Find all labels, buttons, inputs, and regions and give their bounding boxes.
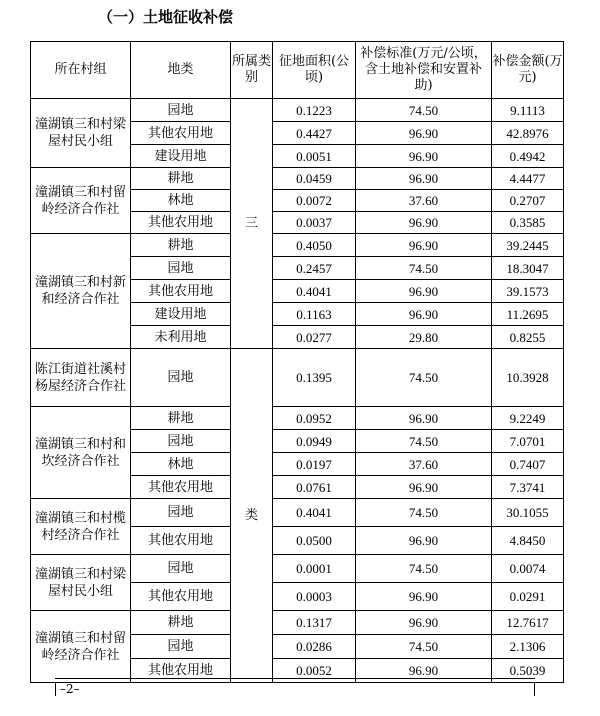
area-cell: 0.1317 bbox=[273, 611, 356, 635]
land-type-cell: 园地 bbox=[131, 555, 231, 583]
footer-rule bbox=[55, 678, 535, 679]
amount-cell: 11.2695 bbox=[492, 303, 564, 326]
land-type-cell: 建设用地 bbox=[131, 145, 231, 168]
village-cell: 潼湖镇三和村榄村经济合作社 bbox=[31, 499, 131, 555]
amount-cell: 0.3585 bbox=[492, 212, 564, 234]
amount-cell: 0.7407 bbox=[492, 453, 564, 476]
land-type-cell: 园地 bbox=[131, 99, 231, 122]
standard-cell: 74.50 bbox=[356, 635, 492, 659]
table-row bbox=[31, 611, 564, 635]
land-type-cell: 林地 bbox=[131, 190, 231, 212]
amount-cell: 0.0291 bbox=[492, 583, 564, 611]
standard-cell: 74.50 bbox=[356, 430, 492, 453]
area-cell: 0.0286 bbox=[273, 635, 356, 659]
area-cell: 0.0761 bbox=[273, 476, 356, 499]
standard-cell: 37.60 bbox=[356, 190, 492, 212]
area-cell: 0.4050 bbox=[273, 234, 356, 257]
amount-cell: 39.1573 bbox=[492, 280, 564, 303]
amount-cell: 0.2707 bbox=[492, 190, 564, 212]
amount-cell: 0.0074 bbox=[492, 555, 564, 583]
standard-cell: 96.90 bbox=[356, 527, 492, 555]
standard-cell: 96.90 bbox=[356, 122, 492, 145]
amount-cell: 9.2249 bbox=[492, 407, 564, 430]
land-type-cell: 林地 bbox=[131, 453, 231, 476]
amount-cell: 7.3741 bbox=[492, 476, 564, 499]
village-cell: 潼湖镇三和村留岭经济合作社 bbox=[31, 168, 131, 234]
standard-cell: 96.90 bbox=[356, 212, 492, 234]
land-type-cell: 园地 bbox=[131, 430, 231, 453]
page-number: –2– bbox=[60, 682, 80, 696]
table-row bbox=[31, 407, 564, 430]
standard-cell: 96.90 bbox=[356, 168, 492, 190]
standard-cell: 74.50 bbox=[356, 499, 492, 527]
standard-cell: 96.90 bbox=[356, 611, 492, 635]
area-cell: 0.0500 bbox=[273, 527, 356, 555]
table-row bbox=[31, 168, 564, 190]
header-area: 征地面积(公顷) bbox=[273, 42, 356, 99]
area-cell: 0.0952 bbox=[273, 407, 356, 430]
standard-cell: 96.90 bbox=[356, 280, 492, 303]
area-cell: 0.0459 bbox=[273, 168, 356, 190]
standard-cell: 74.50 bbox=[356, 257, 492, 280]
area-cell: 0.2457 bbox=[273, 257, 356, 280]
amount-cell: 18.3047 bbox=[492, 257, 564, 280]
amount-cell: 4.4477 bbox=[492, 168, 564, 190]
compensation-table bbox=[30, 41, 564, 683]
area-cell: 0.0949 bbox=[273, 430, 356, 453]
standard-cell: 74.50 bbox=[356, 555, 492, 583]
area-cell: 0.4427 bbox=[273, 122, 356, 145]
header-category: 所属类别 bbox=[231, 42, 273, 99]
standard-cell: 96.90 bbox=[356, 583, 492, 611]
land-type-cell: 其他农用地 bbox=[131, 583, 231, 611]
land-type-cell: 其他农用地 bbox=[131, 122, 231, 145]
standard-cell: 96.90 bbox=[356, 407, 492, 430]
amount-cell: 2.1306 bbox=[492, 635, 564, 659]
land-type-cell: 耕地 bbox=[131, 168, 231, 190]
land-type-cell: 其他农用地 bbox=[131, 659, 231, 683]
land-type-cell: 耕地 bbox=[131, 234, 231, 257]
category-cell: 类 bbox=[231, 349, 273, 683]
land-type-cell: 未利用地 bbox=[131, 326, 231, 349]
amount-cell: 9.1113 bbox=[492, 99, 564, 122]
village-cell: 潼湖镇三和村梁屋村民小组 bbox=[31, 99, 131, 168]
standard-cell: 96.90 bbox=[356, 234, 492, 257]
amount-cell: 42.8976 bbox=[492, 122, 564, 145]
table-row bbox=[31, 349, 564, 407]
land-type-cell: 其他农用地 bbox=[131, 280, 231, 303]
header-row bbox=[31, 42, 564, 99]
land-type-cell: 园地 bbox=[131, 499, 231, 527]
amount-cell: 0.5039 bbox=[492, 659, 564, 683]
area-cell: 0.0052 bbox=[273, 659, 356, 683]
village-cell: 潼湖镇三和村留岭经济合作社 bbox=[31, 611, 131, 683]
land-type-cell: 其他农用地 bbox=[131, 212, 231, 234]
amount-cell: 0.8255 bbox=[492, 326, 564, 349]
area-cell: 0.0037 bbox=[273, 212, 356, 234]
header-standard: 补偿标准(万元/公顷，含土地补偿和安置补助) bbox=[356, 42, 492, 99]
header-village: 所在村组 bbox=[31, 42, 131, 99]
amount-cell: 0.4942 bbox=[492, 145, 564, 168]
table-row bbox=[31, 499, 564, 527]
standard-cell: 96.90 bbox=[356, 145, 492, 168]
category-cell: 三 bbox=[231, 99, 273, 349]
standard-cell: 74.50 bbox=[356, 349, 492, 407]
amount-cell: 30.1055 bbox=[492, 499, 564, 527]
area-cell: 0.4041 bbox=[273, 280, 356, 303]
footer-corner-right bbox=[534, 682, 535, 696]
area-cell: 0.0001 bbox=[273, 555, 356, 583]
land-type-cell: 其他农用地 bbox=[131, 527, 231, 555]
standard-cell: 96.90 bbox=[356, 476, 492, 499]
area-cell: 0.0003 bbox=[273, 583, 356, 611]
section-heading: （一）土地征收补偿 bbox=[98, 8, 234, 26]
area-cell: 0.1395 bbox=[273, 349, 356, 407]
area-cell: 0.1223 bbox=[273, 99, 356, 122]
header-land-type: 地类 bbox=[131, 42, 231, 99]
amount-cell: 4.8450 bbox=[492, 527, 564, 555]
area-cell: 0.1163 bbox=[273, 303, 356, 326]
village-cell: 潼湖镇三和村梁屋村民小组 bbox=[31, 555, 131, 611]
standard-cell: 37.60 bbox=[356, 453, 492, 476]
village-cell: 潼湖镇三和村和坎经济合作社 bbox=[31, 407, 131, 499]
area-cell: 0.0051 bbox=[273, 145, 356, 168]
land-type-cell: 园地 bbox=[131, 257, 231, 280]
village-cell: 陈江街道社溪村杨屋经济合作社 bbox=[31, 349, 131, 407]
land-type-cell: 建设用地 bbox=[131, 303, 231, 326]
table-row bbox=[31, 555, 564, 583]
footer-corner-left bbox=[55, 682, 56, 696]
standard-cell: 96.90 bbox=[356, 303, 492, 326]
area-cell: 0.0072 bbox=[273, 190, 356, 212]
land-type-cell: 园地 bbox=[131, 635, 231, 659]
area-cell: 0.0197 bbox=[273, 453, 356, 476]
standard-cell: 29.80 bbox=[356, 326, 492, 349]
land-type-cell: 园地 bbox=[131, 349, 231, 407]
table-row bbox=[31, 234, 564, 257]
area-cell: 0.4041 bbox=[273, 499, 356, 527]
amount-cell: 7.0701 bbox=[492, 430, 564, 453]
village-cell: 潼湖镇三和村新和经济合作社 bbox=[31, 234, 131, 349]
standard-cell: 96.90 bbox=[356, 659, 492, 683]
header-amount: 补偿金额(万元) bbox=[492, 42, 564, 99]
amount-cell: 12.7617 bbox=[492, 611, 564, 635]
standard-cell: 74.50 bbox=[356, 99, 492, 122]
table-row bbox=[31, 99, 564, 122]
land-type-cell: 其他农用地 bbox=[131, 476, 231, 499]
area-cell: 0.0277 bbox=[273, 326, 356, 349]
land-type-cell: 耕地 bbox=[131, 407, 231, 430]
amount-cell: 10.3928 bbox=[492, 349, 564, 407]
land-type-cell: 耕地 bbox=[131, 611, 231, 635]
amount-cell: 39.2445 bbox=[492, 234, 564, 257]
